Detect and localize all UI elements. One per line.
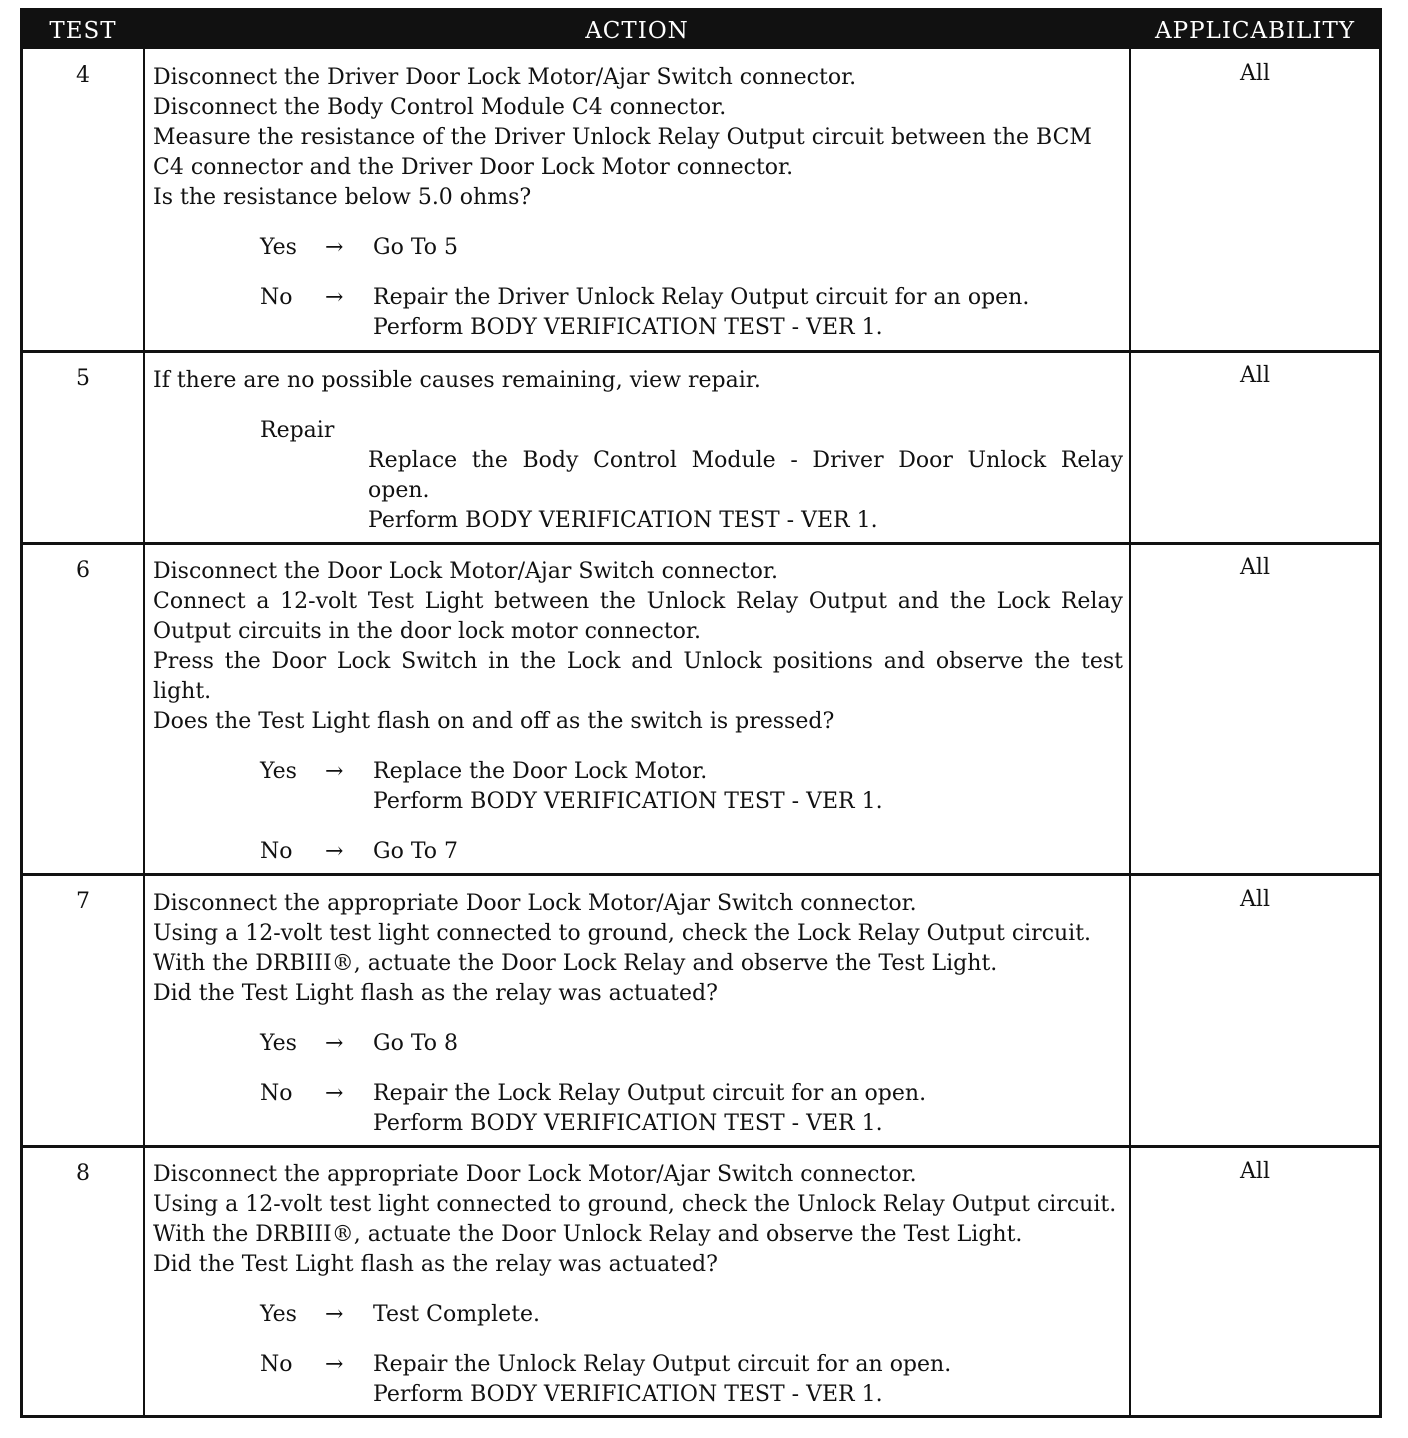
action-line: Output circuits in the door lock motor connector. (153, 619, 702, 644)
arrow-icon: → (325, 839, 344, 864)
header-applicability: APPLICABILITY (1155, 18, 1355, 44)
column-divider-applicability (1129, 11, 1131, 1415)
yes-response (153, 757, 1123, 817)
test-number: 6 (76, 558, 90, 583)
action-line: Measure the resistance of the Driver Unlock Relay Output circuit between the BCM (153, 125, 1092, 150)
arrow-icon: → (325, 1302, 344, 1327)
yes-outcome: Go To 8 (373, 1031, 459, 1056)
row-divider (23, 1145, 1379, 1148)
applicability-value: All (1240, 363, 1270, 388)
yes-label: Yes (260, 1302, 297, 1327)
row-divider (23, 873, 1379, 876)
action-line: Is the resistance below 5.0 ohms? (153, 185, 532, 210)
no-outcome: Repair the Lock Relay Output circuit for an open. Perform BODY VERIFICATION TEST - VER 1. (373, 1081, 927, 1136)
yes-label: Yes (260, 235, 297, 260)
yes-outcome: Replace the Door Lock Motor. Perform BODY VERIFICATION TEST - VER 1. (373, 759, 883, 814)
action-line: With the DRBIII®, actuate the Door Lock Relay and observe the Test Light. (153, 951, 998, 976)
yes-outcome: Test Complete. (373, 1302, 541, 1327)
table-header (23, 11, 1379, 49)
action-cell (153, 889, 1123, 1139)
no-response (153, 1350, 1123, 1410)
action-cell (153, 1160, 1123, 1410)
action-line: Disconnect the appropriate Door Lock Motor/Ajar Switch connector. (153, 1162, 917, 1187)
yes-response (153, 1300, 1123, 1330)
test-number: 4 (76, 63, 90, 88)
repair-label: Repair (260, 418, 335, 443)
applicability-value: All (1240, 555, 1270, 580)
arrow-icon: → (325, 1352, 344, 1377)
arrow-icon: → (325, 1081, 344, 1106)
applicability-value: All (1240, 61, 1270, 86)
action-cell (153, 557, 1123, 867)
test-number: 5 (76, 366, 90, 391)
no-label: No (260, 285, 293, 310)
no-label: No (260, 839, 293, 864)
no-label: No (260, 1081, 293, 1106)
action-line: Press the Door Lock Switch in the Lock and Unlock positions and observe the test (153, 649, 1123, 674)
arrow-icon: → (325, 285, 344, 310)
action-line: Disconnect the Driver Door Lock Motor/Ajar Switch connector. (153, 65, 857, 90)
action-line: Disconnect the appropriate Door Lock Motor/Ajar Switch connector. (153, 891, 917, 916)
test-number: 8 (76, 1161, 90, 1186)
header-action: ACTION (585, 18, 689, 44)
no-response (153, 283, 1123, 343)
action-line: Disconnect the Door Lock Motor/Ajar Switch connector. (153, 559, 779, 584)
arrow-icon: → (325, 235, 344, 260)
header-test: TEST (49, 18, 117, 44)
action-line: Disconnect the Body Control Module C4 connector. (153, 95, 727, 120)
action-line: Using a 12-volt test light connected to ground, check the Unlock Relay Output circuit. (153, 1192, 1117, 1217)
row-divider (23, 350, 1379, 353)
no-outcome: Go To 7 (373, 839, 459, 864)
column-divider-test (143, 11, 145, 1415)
action-line: If there are no possible causes remaining, view repair. (153, 368, 761, 393)
action-line: Does the Test Light flash on and off as the switch is pressed? (153, 709, 835, 734)
yes-label: Yes (260, 759, 297, 784)
action-line: C4 connector and the Driver Door Lock Motor connector. (153, 155, 794, 180)
no-outcome: Repair the Driver Unlock Relay Output circuit for an open. Perform BODY VERIFICATION TEST - VER 1. (373, 285, 1030, 340)
action-line: Did the Test Light flash as the relay was actuated? (153, 1252, 718, 1277)
yes-response (153, 1029, 1123, 1059)
row-divider (23, 542, 1379, 545)
no-label: No (260, 1352, 293, 1377)
yes-label: Yes (260, 1031, 297, 1056)
applicability-value: All (1240, 1159, 1270, 1184)
diagnostic-table (20, 8, 1382, 1418)
no-response (153, 837, 1123, 867)
yes-response (153, 233, 1123, 263)
no-response (153, 1079, 1123, 1139)
action-line: Did the Test Light flash as the relay was actuated? (153, 981, 718, 1006)
applicability-value: All (1240, 887, 1270, 912)
arrow-icon: → (325, 1031, 344, 1056)
action-line: Using a 12-volt test light connected to ground, check the Lock Relay Output circuit. (153, 921, 1092, 946)
action-cell (153, 366, 1123, 536)
action-line: light. (153, 679, 212, 704)
action-line: Connect a 12-volt Test Light between the Unlock Relay Output and the Lock Relay (153, 589, 1123, 614)
repair-text: Replace the Body Control Module - Driver Door Unlock Relay open. Perform BODY VERIFICATION TEST - VER 1. (368, 448, 1123, 533)
arrow-icon: → (325, 759, 344, 784)
action-line: With the DRBIII®, actuate the Door Unlock Relay and observe the Test Light. (153, 1222, 1023, 1247)
action-cell (153, 63, 1123, 343)
no-outcome: Repair the Unlock Relay Output circuit for an open. Perform BODY VERIFICATION TEST - VER 1. (373, 1352, 952, 1407)
yes-outcome: Go To 5 (373, 235, 459, 260)
test-number: 7 (76, 889, 90, 914)
